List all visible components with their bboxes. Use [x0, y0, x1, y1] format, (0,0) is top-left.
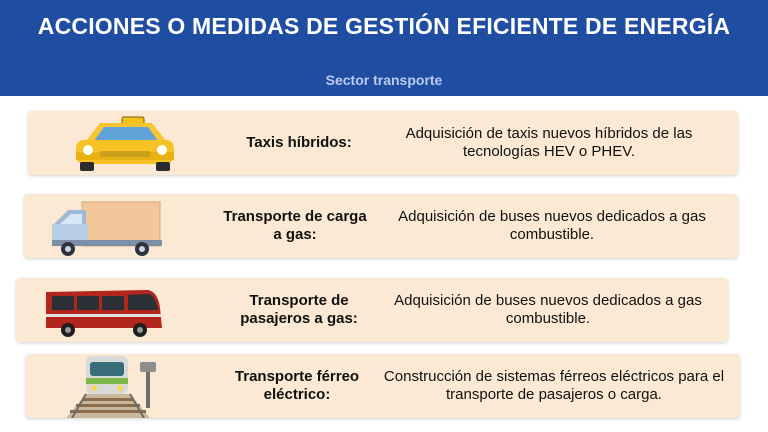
row-description: Adquisición de buses nuevos dedicados a gas combustible. [394, 292, 702, 327]
cargo-truck-icon [24, 194, 184, 258]
page-title: ACCIONES O MEDIDAS DE GESTIÓN EFICIENTE DE ENERGÍA [37, 13, 731, 39]
row-label: Taxis híbridos: [246, 134, 352, 151]
row-description: Adquisición de taxis nuevos híbridos de las tecnologías HEV o PHEV. [405, 125, 693, 160]
bus-icon [16, 278, 176, 342]
row-label: Transporte férreo eléctrico: [234, 368, 360, 403]
row-description: Adquisición de buses nuevos dedicados a gas combustible. [398, 208, 706, 243]
header-banner [0, 0, 768, 96]
train-icon [26, 354, 186, 418]
taxi-icon [28, 111, 188, 175]
list-item-cargo [24, 194, 738, 258]
list-item-bus [16, 278, 728, 342]
row-label: Transporte de carga a gas: [223, 208, 367, 243]
row-description: Construcción de sistemas férreos eléctricos para el transporte de pasajeros o carga. [383, 368, 725, 403]
list-item-taxi [28, 111, 738, 175]
row-label: Transporte de pasajeros a gas: [240, 292, 358, 327]
page-subtitle: Sector transporte [325, 72, 443, 88]
list-item-train [26, 354, 740, 418]
